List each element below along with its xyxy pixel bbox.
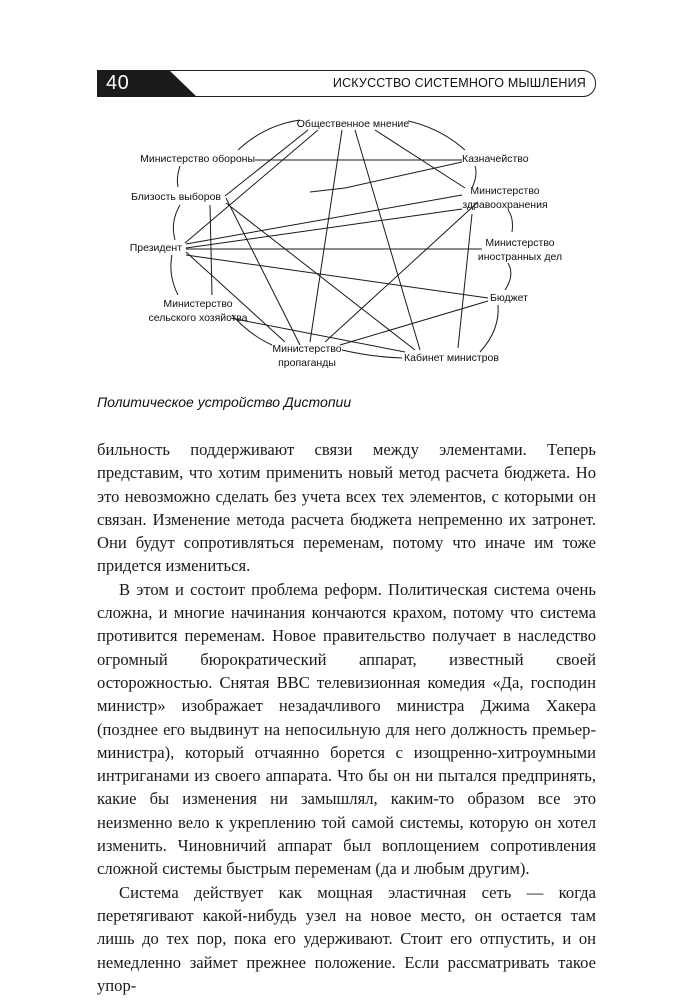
node-treasury: Казначейство (462, 153, 529, 165)
node-public-opinion: Общественное мнение (296, 118, 410, 130)
body-text (97, 438, 596, 997)
node-agriculture-line2: сельского хозяйства (148, 312, 248, 324)
page-number: 40 (106, 72, 130, 94)
node-cabinet: Кабинет министров (404, 352, 499, 364)
node-budget: Бюджет (490, 292, 528, 304)
node-health-line1: Министерство (470, 185, 540, 197)
node-foreign-line2: иностранных дел (477, 251, 563, 263)
node-elections: Близость выборов (131, 191, 221, 203)
node-defense: Министерство обороны (140, 153, 255, 165)
running-title: ИСКУССТВО СИСТЕМНОГО МЫШЛЕНИЯ (332, 76, 586, 90)
node-foreign-line1: Министерство (485, 237, 555, 249)
node-propaganda-line1: Министерство (272, 343, 342, 355)
node-health-line2: здравоохранения (462, 199, 548, 211)
node-agriculture-line1: Министерство (163, 298, 233, 310)
paragraph-1: бильность поддерживают связи между элементами. Теперь представим, что хотим применить новый метод расчета бюджета. Но это невозможно сделать без учета всех тех элементов, с которыми он связан. Изменение метода расчета бюджета непременно их затронет. Они будут сопротивляться переменам, потому что иначе им тоже придется измениться. (97, 440, 596, 576)
paragraph-3: Система действует как мощная эластичная сеть — когда перетягивают какой-нибудь узел на новое место, он остается там лишь до тех пор, пока его удерживают. Стоит его отпустить, и он немедленно займет прежнее положение. Если рассматривать такое упор- (97, 882, 596, 995)
figure-caption: Политическое устройство Дистопии (97, 394, 352, 410)
node-president: Президент (129, 242, 182, 254)
node-propaganda-line2: пропаганды (278, 357, 336, 369)
paragraph-2: В этом и состоит проблема реформ. Политическая система очень сложна, и многие начинания кончаются крахом, потому что система противится переменам. Новое правительство получает в наследство огромный бюрократический аппарат, известный своей осторожностью. Снятая BBC телевизионная комедия «Да, господин министр» изображает незадачливого министра Джима Хакера (позднее его выдвинут на непосильную для него должность премьер-министра), который отчаянно борется с изощренно-хитроумными интриганами из своего аппарата. Что бы он ни пытался предпринять, какие бы изменения ни замышлял, каким-то образом все это неизменно вело к укреплению той самой системы, которую он хотел изменить. Чиновничий аппарат был воплощением сопротивления сложной системы быстрым переменам (да и любым другим). (97, 579, 596, 879)
